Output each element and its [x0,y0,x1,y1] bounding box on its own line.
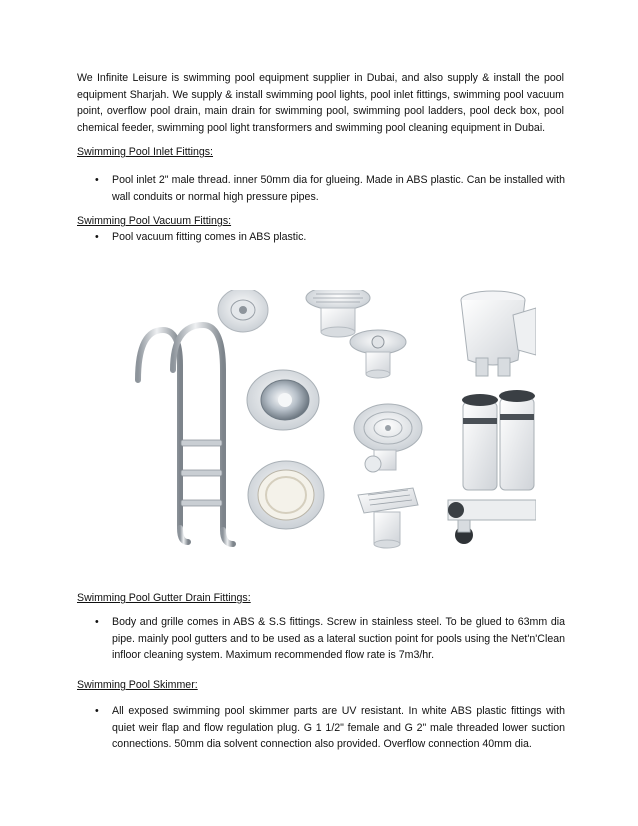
bullet-inlet-text: Pool inlet 2" male thread. inner 50mm dia for glueing. Made in ABS plastic. Can be installed with wall conduits or normal high pressure pipes. [112,174,565,203]
bullet-dot: • [95,174,99,186]
bullet-vacuum-text: Pool vacuum fitting comes in ABS plastic. [112,231,307,243]
gutter-drain-fitting [358,488,418,548]
pool-equipment-photo [118,290,536,555]
bullet-skimmer-text: All exposed swimming pool skimmer parts are UV resistant. In white ABS plastic fittings with quiet weir flap and flow regulation plug. G 1 1/2" female and G 2" male threaded lower suction connections. 50mm dia solvent connection also provided. Overflow connection 40mm dia. [112,705,565,750]
heading-skimmer: Swimming Pool Skimmer: [77,679,198,691]
heading-inlet-fittings: Swimming Pool Inlet Fittings: [77,146,214,158]
vacuum-fitting-grille [354,404,422,472]
inlet-fitting [218,290,268,332]
bullet-dot: • [95,705,99,717]
pool-light-led [248,461,324,529]
drain-fitting-large [306,290,370,337]
intro-paragraph: We Infinite Leisure is swimming pool equipment supplier in Dubai, and also supply & install the pool equipment Sharjah. We supply & install swimming pool lights, pool inlet fittings, swimming pool vacuum point, overflow pool drain, main drain for swimming pool, swimming pool ladders, pool deck box, pool chemical feeder, swimming pool light transformers and swimming pool cleaning equipment in Dubai. [77,72,564,134]
pool-light-halogen [247,370,319,430]
bullet-gutter-text: Body and grille comes in ABS & S.S fittings. Screw in stainless steel. To be glued to 63mm dia pipe. mainly pool gutters and to be used as a lateral suction point for pools using the Net'n'Clean infloor cleaning system. Maximum recommended flow rate is 7m3/hr. [112,616,565,661]
chemical-feeder [448,390,536,544]
heading-vacuum-fittings: Swimming Pool Vacuum Fittings: [77,215,232,227]
bullet-dot: • [95,231,99,243]
pool-skimmer [461,291,536,376]
bullet-dot: • [95,616,99,628]
heading-gutter-drain: Swimming Pool Gutter Drain Fittings: [77,592,251,604]
drain-fitting-small [350,330,406,378]
pool-ladder [138,325,233,544]
